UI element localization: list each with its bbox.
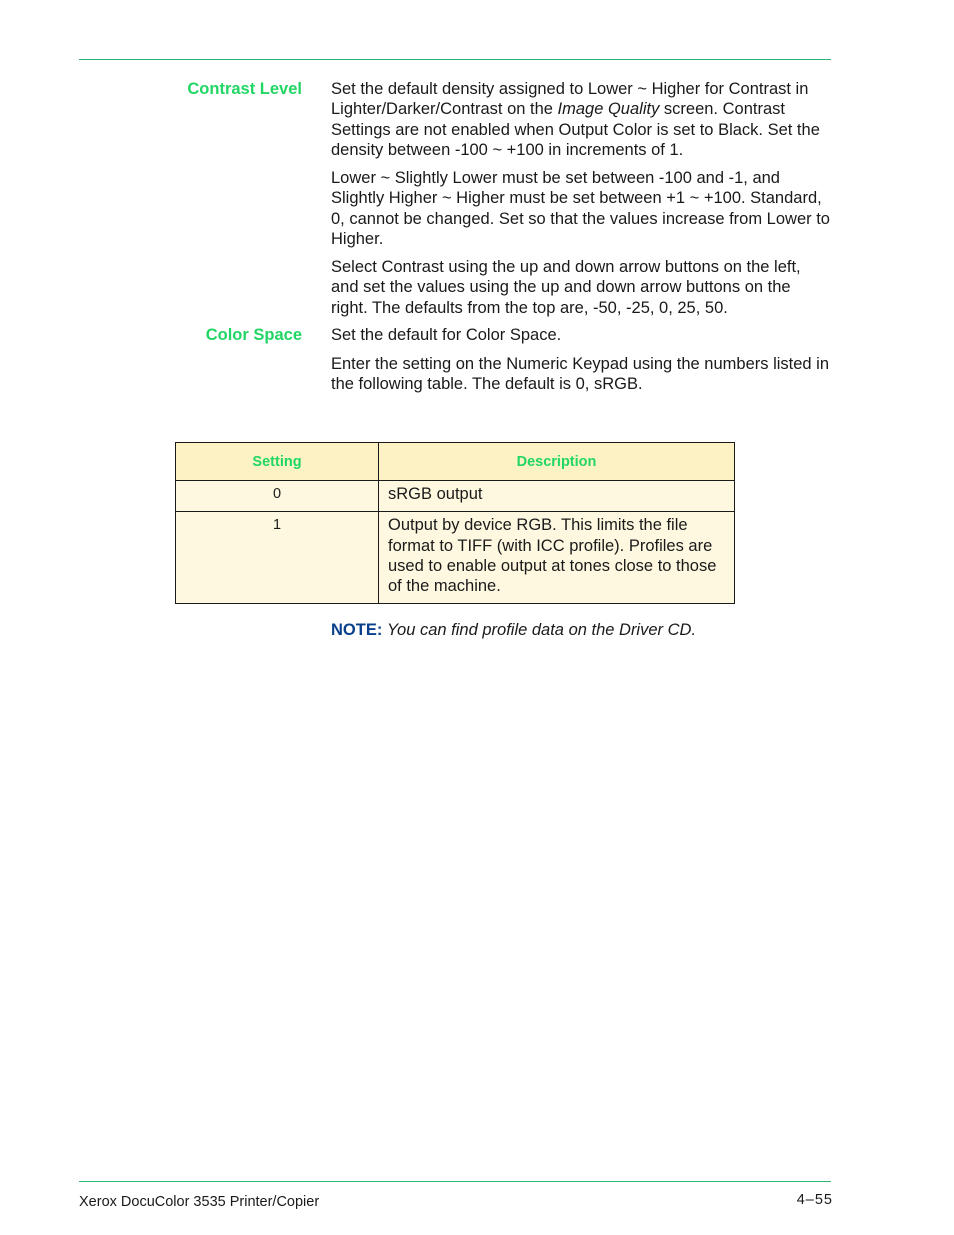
note-text: You can find profile data on the Driver CD. <box>386 621 697 639</box>
header-rule <box>79 59 831 60</box>
contrast-level-paragraph-3: Select Contrast using the up and down arrow buttons on the left, and set the values using the up and down arrow buttons on the right. The defaults from the top are, -50, -25, 0, 25, 50. <box>331 258 801 317</box>
table-cell-description: Output by device RGB. This limits the file format to TIFF (with ICC profile). Profiles are used to enable output at tones close to those of the machine. <box>379 512 735 604</box>
table-header-row <box>176 443 735 481</box>
table-cell-setting: 1 <box>176 512 379 604</box>
color-space-paragraph-1: Set the default for Color Space. <box>331 326 562 344</box>
contrast-level-paragraph-2: Lower ~ Slightly Lower must be set between -100 and -1, and Slightly Higher ~ Higher must be set between +1 ~ +100. Standard, 0, cannot be changed. Set so that the values increase from Lower to Higher. <box>331 169 830 248</box>
footer-title: Xerox DocuColor 3535 Printer/Copier <box>79 1194 320 1210</box>
page-number: 4–55 <box>796 1192 833 1208</box>
table-row <box>176 512 735 604</box>
contrast-level-paragraph-1: Set the default density assigned to Lower ~ Higher for Contrast in Lighter/Darker/Contrast on the Image Quality screen. Contrast Settings are not enabled when Output Color is set to Black. Set the density between -100 ~ +100 in increments of 1. <box>331 80 820 159</box>
note <box>331 620 696 640</box>
color-space-paragraph-2: Enter the setting on the Numeric Keypad using the numbers listed in the following table. The default is 0, sRGB. <box>331 355 830 394</box>
table-row <box>176 481 735 512</box>
color-space-settings-table <box>175 442 735 604</box>
table-cell-setting: 0 <box>176 481 379 512</box>
term-color-space: Color Space <box>205 326 302 344</box>
term-contrast-level: Contrast Level <box>187 80 302 98</box>
table-cell-description: sRGB output <box>379 481 735 512</box>
table-header-description: Description <box>379 443 735 481</box>
footer-rule <box>79 1181 831 1182</box>
note-label: NOTE: <box>331 621 383 639</box>
table-header-setting: Setting <box>176 443 379 481</box>
